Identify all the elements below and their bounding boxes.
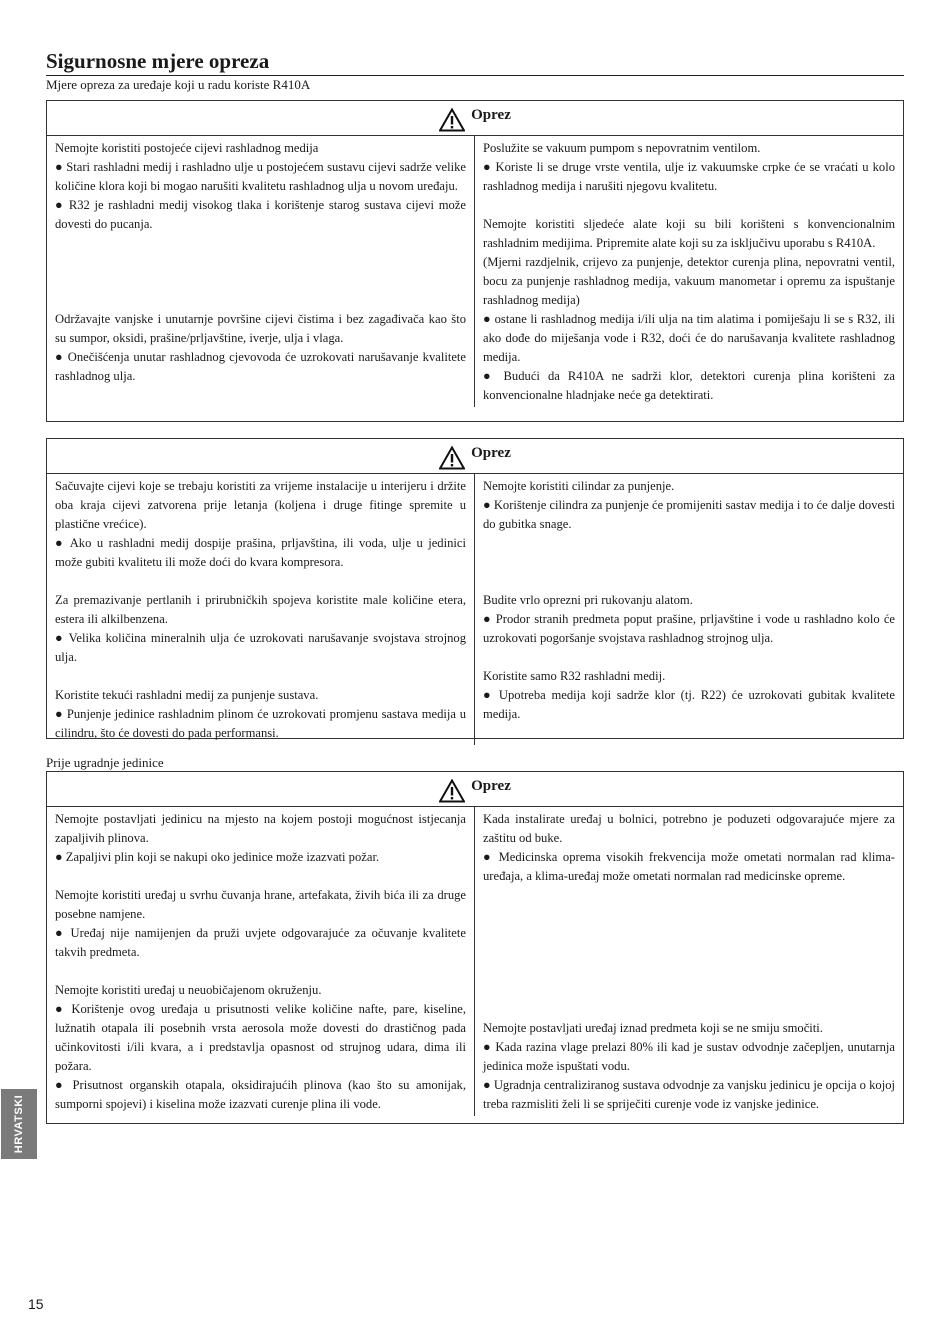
caution-text: ● Prodor stranih predmeta poput prašine, prljavštine i vode u rashladno kolo će uzrokovati pogoršanje svojstava rashladnog strojnog ulja. [483,612,895,645]
caution-left-column [47,474,475,745]
caution-text: ● Onečišćenja unutar rashladnog cjevovoda će uzrokovati narušavanje kvalitete rashladnog ulja. [55,350,466,383]
caution-right-column [475,807,903,1116]
caution-right-column [475,136,903,407]
caution-text: Poslužite se vakuum pumpom s nepovratnim ventilom. [483,141,761,155]
caution-text: ● Upotreba medija koji sadrže klor (tj. R22) će uzrokovati gubitak kvalitete medija. [483,688,895,721]
caution-text: ● Medicinska oprema visokih frekvencija može ometati normalan rad klima-uređaja, a klima-uređaj može ometati normalan rad medicinske opreme. [483,850,895,883]
caution-text: ● Korištenje ovog uređaja u prisutnosti velike količine nafte, pare, kiseline, lužnatih otapala ili posebnih vrsta aerosola može dovesti do drastičnog pada učinkovitosti i/ili kvara, a i predstavlja opasnost od strujnog udara, dima ili požara. [55,1002,466,1073]
page-number: 15 [28,1296,44,1312]
caution-text: ● R32 je rashladni medij visokog tlaka i korištenje starog sustava cijevi može dovesti do pucanja. [55,198,466,231]
language-label: HRVATSKI [13,1094,25,1154]
caution-text: Nemojte postavljati uređaj iznad predmeta koji se ne smiju smočiti. [483,1021,823,1035]
language-side-tab [1,1089,37,1159]
caution-label: Oprez [471,106,511,123]
caution-text: Kada instalirate uređaj u bolnici, potrebno je poduzeti odgovarajuće mjere za zaštitu od buke. [483,812,895,845]
caution-text: Nemojte postavljati jedinicu na mjesto na kojem postoji mogućnost istjecanja zapaljivih plinova. [55,812,466,845]
caution-text: (Mjerni razdjelnik, crijevo za punjenje, detektor curenja plina, nepovratni ventil, bocu za punjenje rashladnog medija, vakuum manometar i opremu za ispuštanje rashladnog medija) [483,255,895,307]
caution-text: ● ostane li rashladnog medija i/ili ulja na tim alatima i pomiješaju li se s R32, ili ako dođe do miješanja vode i R32, doći će do narušavanja kvalitete rashladnog medija. [483,312,895,364]
page-subtitle: Mjere opreza za uređaje koji u radu koriste R410A [46,77,311,92]
caution-text: ● Kada razina vlage prelazi 80% ili kad je sustav odvodnje začepljen, unutarnja jedinica može ispuštati vodu. [483,1040,895,1073]
caution-text: Nemojte koristiti postojeće cijevi rashladnog medija [55,141,319,155]
caution-text: Nemojte koristiti sljedeće alate koji su bili korišteni s konvencionalnim rashladnim medijima. Pripremite alate koji su za isključivu uporabu s R410A. [483,217,895,250]
caution-text: Održavajte vanjske i unutarnje površine cijevi čistima i bez zagađivača kao što su sumpor, oksidi, prašine/prljavštine, iverje, ulja i vlaga. [55,312,466,345]
caution-text: Koristite tekući rashladni medij za punjenje sustava. [55,688,319,702]
caution-text: Nemojte koristiti uređaj u neuobičajenom okruženju. [55,983,322,997]
caution-left-column [47,807,475,1116]
caution-text: Nemojte koristiti uređaj u svrhu čuvanja hrane, artefakata, živih bića ili za druge posebne namjene. [55,888,466,921]
caution-text: ● Zapaljivi plin koji se nakupi oko jedinice može izazvati požar. [55,850,380,864]
caution-label: Oprez [471,444,511,461]
caution-text: Sačuvajte cijevi koje se trebaju koristiti za vrijeme instalacije u interijeru i držite oba kraja cijevi zatvorena prije letanja (koljena i druge fitinge spremite u plastične vrećice). [55,479,466,531]
caution-text: ● Velika količina mineralnih ulja će uzrokovati narušavanje svojstava strojnog ulja. [55,631,466,664]
caution-label: Oprez [471,777,511,794]
caution-box-piping [46,438,904,739]
caution-text: ● Prisutnost organskih otapala, oksidirajućih plinova (kao što su amonijak, sumporni spojevi) i kiselina može izazvati curenje plina ili vode. [55,1078,466,1111]
caution-left-column [47,136,475,407]
caution-text: ● Koriste li se druge vrste ventila, ulje iz vakuumske crpke će se vraćati u kolo rashladnog medija i narušiti njegovu kvalitetu. [483,160,895,193]
caution-text: ● Stari rashladni medij i rashladno ulje u postojećem sustavu cijevi sadrže velike količine klora koji bi mogao narušiti kvalitetu rashladnog ulja u novom uređaju. [55,160,466,193]
caution-text: ● Korištenje cilindra za punjenje će promijeniti sastav medija i to će dalje dovesti do gubitka snage. [483,498,895,531]
warning-triangle-icon [439,108,465,132]
caution-text: Koristite samo R32 rashladni medij. [483,669,666,683]
caution-text: ● Ako u rashladni medij dospije prašina, prljavština, ili voda, ulje u jedinici može gubiti kvalitetu ili može doći do kvara kompresora. [55,536,466,569]
caution-header [47,101,903,136]
caution-text: ● Uređaj nije namijenjen da pruži uvjete odgovarajuće za očuvanje kvalitete takvih predmeta. [55,926,466,959]
warning-triangle-icon [439,779,465,803]
caution-text: ● Punjenje jedinice rashladnim plinom će uzrokovati promjenu sastava medija u cilindru, što će dovesti do pada performansi. [55,707,466,740]
caution-header [47,439,903,474]
caution-right-column [475,474,903,745]
caution-text: ● Budući da R410A ne sadrži klor, detektori curenja plina korišteni za konvencionalne hladnjake neće ga detektirati. [483,369,895,402]
caution-text: Budite vrlo oprezni pri rukovanju alatom. [483,593,693,607]
caution-text: ● Ugradnja centraliziranog sustava odvodnje za vanjsku jedinicu je opcija o kojoj treba razmisliti želi li se spriječiti curenje vode iz vanjske jedinice. [483,1078,895,1111]
caution-text: Nemojte koristiti cilindar za punjenje. [483,479,675,493]
page-title: Sigurnosne mjere opreza [46,48,904,76]
section-label-installation: Prije ugradnje jedinice [46,755,164,770]
caution-header [47,772,903,807]
caution-text: Za premazivanje pertlanih i prirubničkih spojeva koristite male količine etera, estera ili alkilbenzena. [55,593,466,626]
caution-box-refrigerant [46,100,904,422]
warning-triangle-icon [439,446,465,470]
caution-box-installation [46,771,904,1124]
